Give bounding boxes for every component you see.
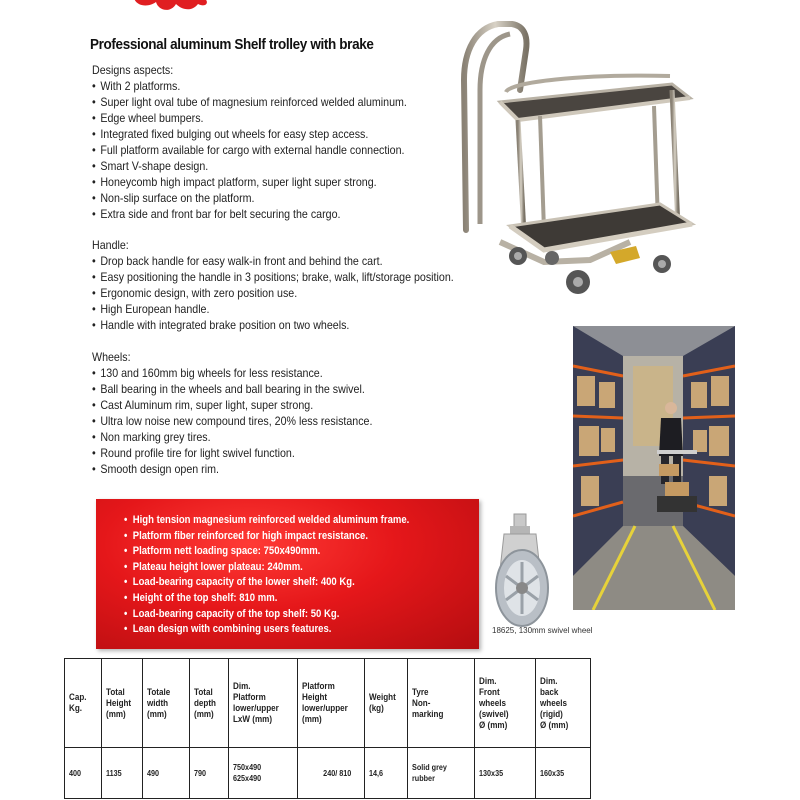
table-cell: 160x35 <box>536 748 591 799</box>
highlight-item: • Load-bearing capacity of the top shelf: 50 Kg. <box>124 607 444 623</box>
wheels-item: • Cast Aluminum rim, super light, super strong. <box>92 398 372 414</box>
trolley-product-image <box>440 10 710 300</box>
page-title: Professional aluminum Shelf trolley with brake <box>90 36 374 53</box>
highlight-item: • Lean design with combining users features. <box>124 622 444 638</box>
table-cell: 490 <box>143 748 190 799</box>
design-item: • Edge wheel bumpers. <box>92 111 407 127</box>
handle-section <box>92 238 454 334</box>
wheels-heading: Wheels: <box>92 351 131 364</box>
highlight-item: • Platform fiber reinforced for high impact resistance. <box>124 529 444 545</box>
table-cell: 400 <box>65 748 102 799</box>
table-cell: 750x490 625x490 <box>229 748 298 799</box>
highlights-box <box>96 499 479 649</box>
header-cell: Tyre Non-marking <box>408 659 475 748</box>
handle-item: • High European handle. <box>92 302 454 318</box>
handle-item: • Handle with integrated brake position on two wheels. <box>92 318 454 334</box>
design-item: • Smart V-shape design. <box>92 159 407 175</box>
header-cell: Weight (kg) <box>365 659 408 748</box>
handle-heading: Handle: <box>92 239 129 252</box>
header-cell: Total depth (mm) <box>190 659 229 748</box>
header-cell: Dim. back wheels (rigid) Ø (mm) <box>536 659 591 748</box>
specs-table <box>64 658 591 799</box>
wheels-item: • Round profile tire for light swivel function. <box>92 446 372 462</box>
wheels-section <box>92 350 372 478</box>
design-item: • Super light oval tube of magnesium reinforced welded aluminum. <box>92 95 407 111</box>
wheels-item: • 130 and 160mm big wheels for less resistance. <box>92 366 372 382</box>
design-item: • Honeycomb high impact platform, super light super strong. <box>92 175 407 191</box>
design-item: • Non-slip surface on the platform. <box>92 191 407 207</box>
header-cell: Dim. Front wheels (swivel) Ø (mm) <box>475 659 536 748</box>
highlight-item: • High tension magnesium reinforced welded aluminum frame. <box>124 513 444 529</box>
highlight-item: • Platform nett loading space: 750x490mm. <box>124 544 444 560</box>
handle-item: • Ergonomic design, with zero position use. <box>92 286 454 302</box>
table-row <box>65 748 591 799</box>
table-cell: Solid grey rubber <box>408 748 475 799</box>
design-item: • Full platform available for cargo with external handle connection. <box>92 143 407 159</box>
handle-item: • Easy positioning the handle in 3 positions; brake, walk, lift/storage position. <box>92 270 454 286</box>
wheels-item: • Ultra low noise new compound tires, 20% less resistance. <box>92 414 372 430</box>
handle-item: • Drop back handle for easy walk-in front and behind the cart. <box>92 254 454 270</box>
red-splash-decoration <box>92 0 232 24</box>
design-item: • Extra side and front bar for belt securing the cargo. <box>92 207 407 223</box>
table-cell: 790 <box>190 748 229 799</box>
highlight-item: • Plateau height lower plateau: 240mm. <box>124 560 444 576</box>
wheels-item: • Ball bearing in the wheels and ball bearing in the swivel. <box>92 382 372 398</box>
header-cell: Cap. Kg. <box>65 659 102 748</box>
design-item: • Integrated fixed bulging out wheels for easy step access. <box>92 127 407 143</box>
wheels-item: • Smooth design open rim. <box>92 462 372 478</box>
header-cell: Dim. Platform lower/upper LxW (mm) <box>229 659 298 748</box>
table-cell: 14,6 <box>365 748 408 799</box>
highlight-item: • Load-bearing capacity of the lower shelf: 400 Kg. <box>124 575 444 591</box>
warehouse-photo <box>573 326 735 610</box>
design-item: • With 2 platforms. <box>92 79 407 95</box>
table-cell: 240/ 810 <box>298 748 365 799</box>
table-header-row <box>65 659 591 748</box>
swivel-wheel-image <box>484 510 574 630</box>
wheels-item: • Non marking grey tires. <box>92 430 372 446</box>
header-cell: Total Height (mm) <box>102 659 143 748</box>
highlight-item: • Height of the top shelf: 810 mm. <box>124 591 444 607</box>
table-cell: 1135 <box>102 748 143 799</box>
header-cell: Totale width (mm) <box>143 659 190 748</box>
header-cell: Platform Height lower/upper (mm) <box>298 659 365 748</box>
table-cell: 130x35 <box>475 748 536 799</box>
design-heading: Designs aspects: <box>92 64 174 77</box>
design-section <box>92 63 407 223</box>
wheel-caption: 18625, 130mm swivel wheel <box>492 626 593 635</box>
